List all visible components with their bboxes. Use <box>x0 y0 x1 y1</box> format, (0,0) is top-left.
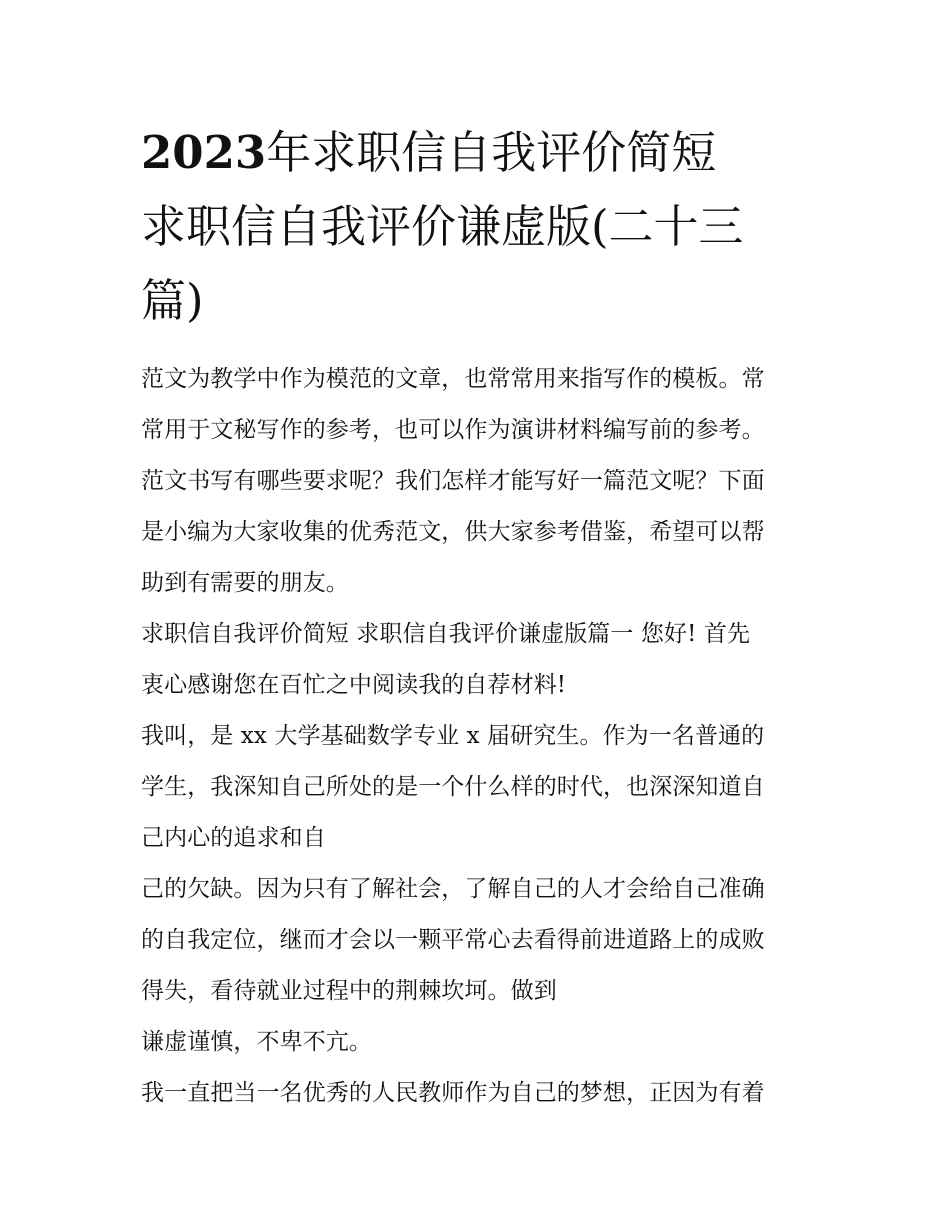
body-line: 求职信自我评价简短 求职信自我评价谦虚版篇一 您好! 首先 <box>141 621 751 647</box>
body-line: 我一直把当一名优秀的人民教师作为自己的梦想，正因为有着 <box>141 1080 765 1106</box>
body-line: 常用于文秘写作的参考，也可以作为演讲材料编写前的参考。 <box>141 417 765 443</box>
title-line-3: 篇) <box>141 274 204 327</box>
body-line: 己的欠缺。因为只有了解社会，了解自己的人才会给自己准确 <box>141 876 765 902</box>
body-line: 谦虚谨慎，不卑不亢。 <box>141 1029 372 1055</box>
title-line-1 <box>141 116 831 190</box>
body-line: 学生，我深知自己所处的是一个什么样的时代，也深深知道自 <box>141 774 765 800</box>
body-line: 是小编为大家收集的优秀范文，供大家参考借鉴，希望可以帮 <box>141 519 765 545</box>
title-year: 2023 <box>141 126 267 179</box>
body-line: 己内心的追求和自 <box>141 825 326 851</box>
body-line: 我叫，是 xx 大学基础数学专业 x 届研究生。作为一名普通的 <box>141 723 765 749</box>
document-title <box>141 116 831 338</box>
body-line: 范文书写有哪些要求呢？我们怎样才能写好一篇范文呢？下面 <box>141 468 765 494</box>
body-line: 助到有需要的朋友。 <box>141 570 349 596</box>
title-line-1-text: 年求职信自我评价简短 <box>266 126 717 179</box>
body-line: 的自我定位，继而才会以一颗平常心去看得前进道路上的成败 <box>141 927 765 953</box>
title-line-2: 求职信自我评价谦虚版(二十三 <box>141 200 744 253</box>
body-line: 衷心感谢您在百忙之中阅读我的自荐材料! <box>141 672 567 698</box>
body-line: 得失，看待就业过程中的荆棘坎坷。做到 <box>141 978 557 1004</box>
body-line: 范文为教学中作为模范的文章，也常常用来指写作的模板。常 <box>141 366 765 392</box>
document-body <box>141 354 831 1119</box>
